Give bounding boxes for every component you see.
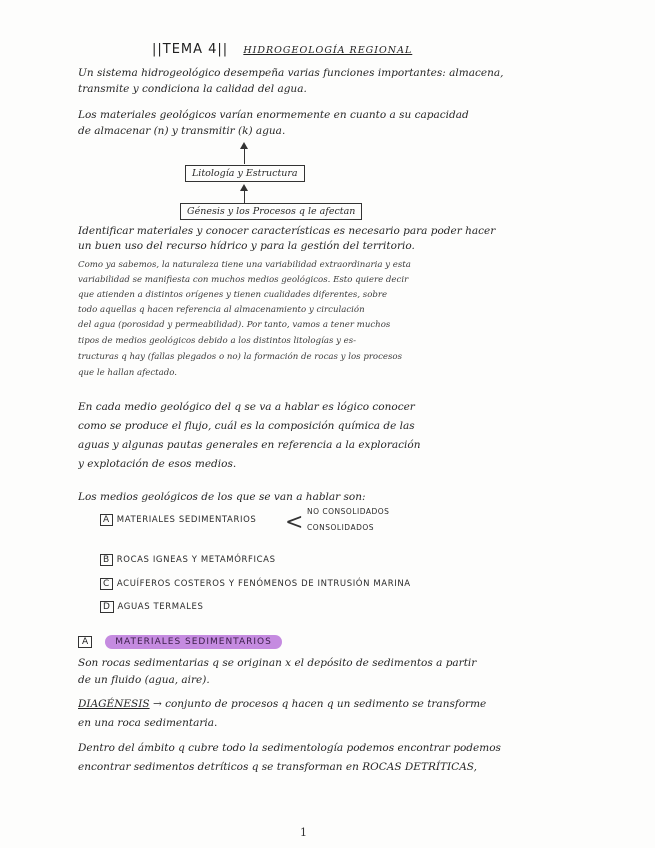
section-heading: MATERIALES SEDIMENTARIOS xyxy=(105,635,282,649)
list-item xyxy=(100,514,256,526)
paragraph-line: Identificar materiales y conocer características es necesario para poder hacer xyxy=(78,225,496,237)
page-number: 1 xyxy=(300,826,307,839)
paragraph-line: que atienden a distintos orígenes y tienen cualidades diferentes, sobre xyxy=(78,290,388,300)
paragraph-line: tipos de medios geológicos debido a los distintos litologías y es- xyxy=(78,336,357,346)
list-item xyxy=(100,578,411,590)
item-key: A xyxy=(100,514,113,526)
page-title xyxy=(152,42,412,57)
section-line: en una roca sedimentaria. xyxy=(78,717,218,729)
section-line: Dentro del ámbito q cubre todo la sedimentología podemos encontrar podemos xyxy=(78,742,501,754)
diagram-top-box: Litología y Estructura xyxy=(185,165,305,182)
item-key: D xyxy=(100,601,114,613)
diagram-connector xyxy=(244,148,245,164)
section-line: Son rocas sedimentarias q se originan x el depósito de sedimentos a partir xyxy=(78,657,477,669)
section-heading-row xyxy=(78,629,282,649)
intro-line: Un sistema hidrogeológico desempeña varias funciones importantes: almacena, xyxy=(78,67,504,79)
diagenesis-term: DIAGÉNESIS xyxy=(78,698,150,710)
diagram-connector xyxy=(244,190,245,203)
paragraph-line: todo aquellas q hacen referencia al almacenamiento y circulación xyxy=(78,305,365,315)
item-label: MATERIALES SEDIMENTARIOS xyxy=(116,515,257,525)
paragraph-line: como se produce el flujo, cuál es la composición química de las xyxy=(78,420,415,432)
paragraph-line: del agua (porosidad y permeabilidad). Por tanto, vamos a tener muchos xyxy=(78,320,391,330)
paragraph-line: y explotación de esos medios. xyxy=(78,458,237,470)
list-item xyxy=(100,601,203,613)
intro-line: transmite y condiciona la calidad del agua. xyxy=(78,83,307,95)
section-line: encontrar sedimentos detríticos q se transforman en ROCAS DETRÍTICAS, xyxy=(78,761,477,773)
item-key: B xyxy=(100,554,113,566)
diagenesis-def: → conjunto de procesos q hacen q un sedimento se transforme xyxy=(152,698,487,710)
paragraph-line: que le hallan afectado. xyxy=(78,368,178,378)
section-key: A xyxy=(78,636,92,648)
diagram-bottom-box: Génesis y los Procesos q le afectan xyxy=(180,203,362,220)
item-label: ROCAS IGNEAS Y METAMÓRFICAS xyxy=(116,555,276,565)
item-key: C xyxy=(100,578,113,590)
paragraph-line: un buen uso del recurso hídrico y para la gestión del territorio. xyxy=(78,240,415,252)
intro-line: de almacenar (n) y transmitir (k) agua. xyxy=(78,125,286,137)
branch-label: NO CONSOLIDADOS xyxy=(307,507,390,516)
paragraph-line: tructuras q hay (fallas plegados o no) la formación de rocas y los procesos xyxy=(78,352,402,362)
paragraph-line: variabilidad se manifiesta con muchos medios geológicos. Esto quiere decir xyxy=(78,275,409,285)
branch-label: CONSOLIDADOS xyxy=(307,523,375,532)
diagenesis-line xyxy=(78,697,588,711)
paragraph-line: Como ya sabemos, la naturaleza tiene una variabilidad extraordinaria y esta xyxy=(78,260,411,270)
title-sub: HIDROGEOLOGÍA REGIONAL xyxy=(243,45,413,56)
item-label: AGUAS TERMALES xyxy=(117,602,204,612)
brace-icon: < xyxy=(285,510,304,535)
paragraph-line: aguas y algunas pautas generales en referencia a la exploración xyxy=(78,439,421,451)
intro-line: Los materiales geológicos varían enormemente en cuanto a su capacidad xyxy=(78,109,469,121)
title-main: ||TEMA 4|| xyxy=(152,42,229,57)
item-label: ACUÍFEROS COSTEROS Y FENÓMENOS DE INTRUSIÓN MARINA xyxy=(116,579,411,589)
list-item xyxy=(100,554,276,566)
list-intro: Los medios geológicos de los que se van a hablar son: xyxy=(78,491,366,503)
paragraph-line: En cada medio geológico del q se va a hablar es lógico conocer xyxy=(78,401,415,413)
section-line: de un fluido (agua, aire). xyxy=(78,674,210,686)
